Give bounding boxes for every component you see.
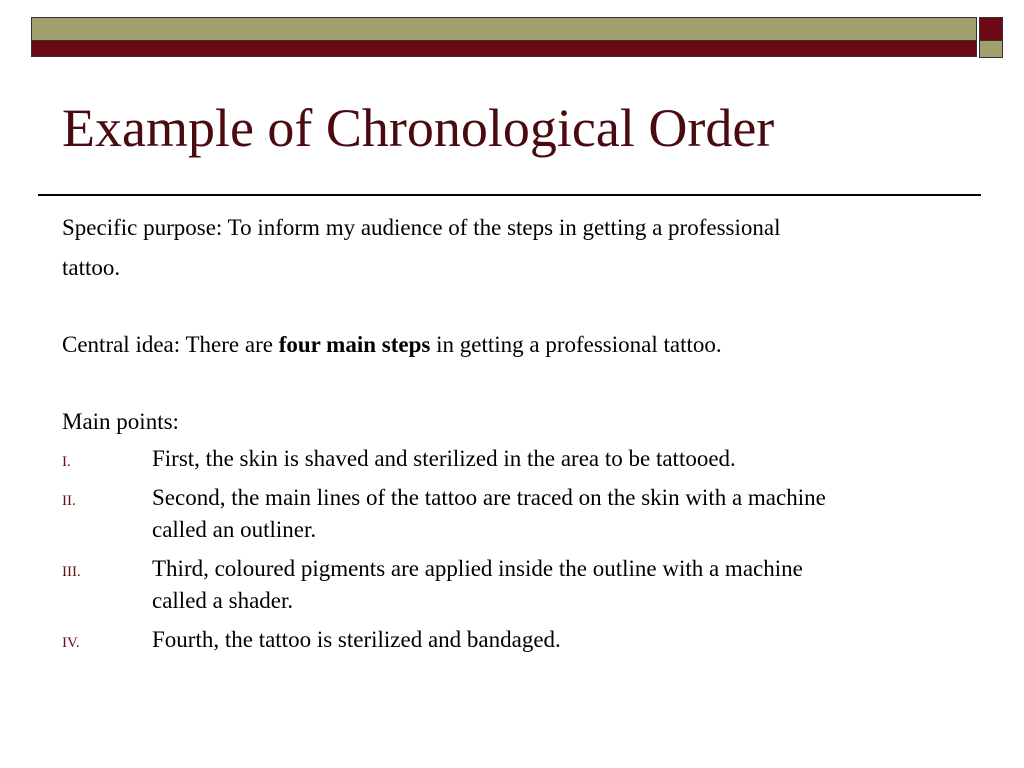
central-idea-prefix: Central idea: There are	[62, 332, 279, 357]
central-idea-suffix: in getting a professional tattoo.	[430, 332, 722, 357]
list-item-numeral: I.	[62, 454, 71, 470]
list-item	[62, 482, 962, 546]
header-maroon-band	[31, 41, 977, 57]
list-item-numeral: III.	[62, 564, 81, 580]
corner-maroon-square	[979, 17, 1003, 41]
list-item-line-1: Fourth, the tattoo is sterilized and bandaged.	[152, 627, 561, 652]
title-divider	[38, 194, 981, 196]
central-idea-emphasis: four main steps	[278, 332, 431, 357]
list-item	[62, 553, 962, 617]
corner-olive-square	[979, 41, 1003, 58]
header-olive-band	[31, 17, 977, 41]
list-item-line-2: called a shader.	[152, 588, 294, 613]
list-item-line-1: First, the skin is shaved and sterilized in the area to be tattooed.	[152, 446, 736, 471]
central-idea	[62, 325, 722, 365]
slide-title: Example of Chronological Order	[62, 98, 775, 158]
main-points-label: Main points:	[62, 409, 179, 434]
main-points-list	[62, 443, 962, 663]
list-item-numeral: II.	[62, 493, 76, 509]
header-decoration-bar	[31, 17, 977, 57]
specific-purpose-line-2: tattoo.	[62, 255, 121, 280]
list-item-line-1: Second, the main lines of the tattoo are traced on the skin with a machine	[152, 485, 826, 510]
list-item-numeral: IV.	[62, 635, 80, 651]
specific-purpose-line-1: Specific purpose: To inform my audience of the steps in getting a professional	[62, 215, 781, 240]
list-item-line-2: called an outliner.	[152, 517, 317, 542]
list-item	[62, 624, 962, 656]
list-item	[62, 443, 962, 475]
list-item-line-1: Third, coloured pigments are applied inside the outline with a machine	[152, 556, 803, 581]
